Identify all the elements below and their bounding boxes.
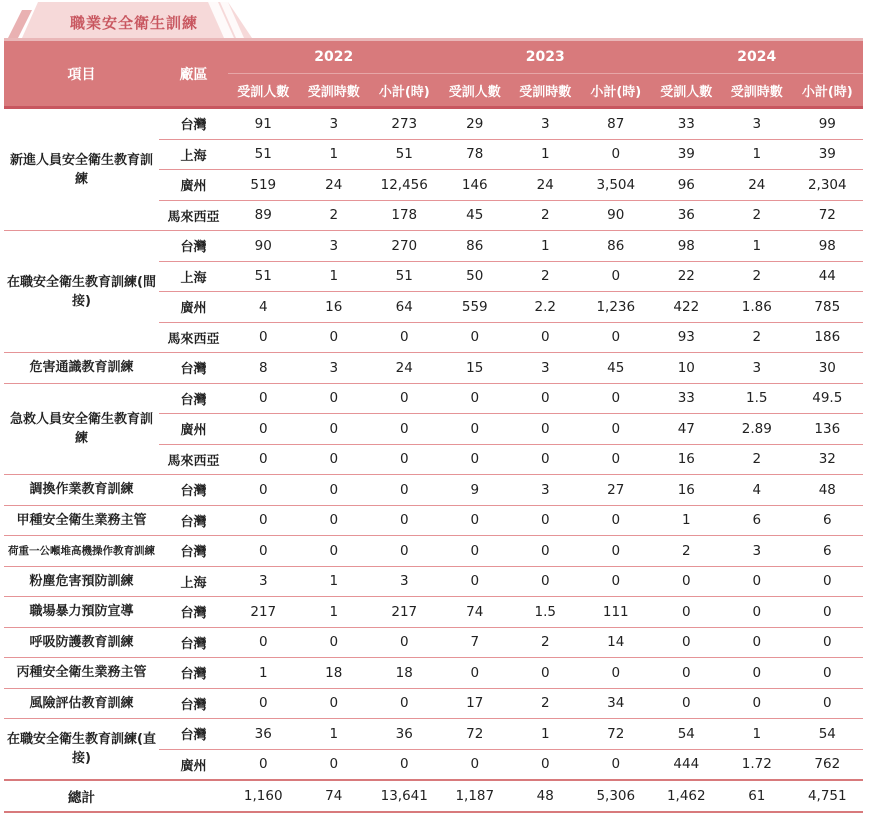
value-cell: 0 — [581, 139, 652, 170]
header-item: 項目 — [4, 40, 159, 108]
value-cell: 0 — [581, 383, 652, 414]
value-cell: 10 — [651, 353, 722, 384]
value-cell: 98 — [792, 231, 863, 262]
value-cell: 27 — [581, 475, 652, 506]
header-trainees: 受訓人數 — [651, 74, 722, 108]
value-cell: 48 — [792, 475, 863, 506]
total-value-cell: 1,160 — [228, 780, 299, 812]
value-cell: 0 — [299, 627, 370, 658]
value-cell: 30 — [792, 353, 863, 384]
value-cell: 0 — [581, 505, 652, 536]
value-cell: 3 — [722, 108, 793, 140]
value-cell: 47 — [651, 414, 722, 445]
value-cell: 0 — [228, 475, 299, 506]
training-item-name: 風險評估教育訓練 — [4, 688, 159, 719]
header-year: 2023 — [440, 40, 652, 74]
value-cell: 51 — [228, 139, 299, 170]
value-cell: 0 — [581, 658, 652, 689]
value-cell: 44 — [792, 261, 863, 292]
value-cell: 3 — [510, 353, 581, 384]
value-cell: 2 — [722, 200, 793, 231]
value-cell: 54 — [651, 719, 722, 750]
value-cell: 1.86 — [722, 292, 793, 323]
value-cell: 0 — [440, 414, 511, 445]
value-cell: 0 — [722, 566, 793, 597]
value-cell: 270 — [369, 231, 440, 262]
value-cell: 217 — [369, 597, 440, 628]
value-cell: 0 — [299, 505, 370, 536]
table-row — [4, 688, 863, 719]
value-cell: 422 — [651, 292, 722, 323]
value-cell: 1 — [299, 566, 370, 597]
value-cell: 72 — [440, 719, 511, 750]
region-cell: 廣州 — [159, 170, 228, 201]
total-value-cell: 13,641 — [369, 780, 440, 812]
value-cell: 0 — [581, 566, 652, 597]
value-cell: 0 — [651, 658, 722, 689]
region-cell: 馬來西亞 — [159, 322, 228, 353]
value-cell: 45 — [440, 200, 511, 231]
section-title: 職業安全衛生訓練 — [70, 14, 199, 32]
value-cell: 2 — [510, 200, 581, 231]
value-cell: 0 — [651, 597, 722, 628]
value-cell: 1 — [722, 231, 793, 262]
value-cell: 0 — [651, 627, 722, 658]
region-cell: 台灣 — [159, 383, 228, 414]
value-cell: 0 — [792, 597, 863, 628]
header-hours: 受訓時數 — [299, 74, 370, 108]
value-cell: 3 — [510, 108, 581, 140]
training-item-name: 職場暴力預防宣導 — [4, 597, 159, 628]
value-cell: 96 — [651, 170, 722, 201]
value-cell: 90 — [228, 231, 299, 262]
value-cell: 2 — [651, 536, 722, 567]
value-cell: 0 — [440, 322, 511, 353]
value-cell: 444 — [651, 749, 722, 780]
value-cell: 0 — [581, 536, 652, 567]
value-cell: 0 — [440, 444, 511, 475]
total-value-cell: 1,462 — [651, 780, 722, 812]
region-cell: 台灣 — [159, 597, 228, 628]
value-cell: 0 — [299, 444, 370, 475]
value-cell: 146 — [440, 170, 511, 201]
region-cell: 台灣 — [159, 658, 228, 689]
value-cell: 1 — [722, 719, 793, 750]
value-cell: 2,304 — [792, 170, 863, 201]
value-cell: 36 — [651, 200, 722, 231]
value-cell: 1 — [299, 719, 370, 750]
table-row — [4, 475, 863, 506]
value-cell: 217 — [228, 597, 299, 628]
header-trainees: 受訓人數 — [440, 74, 511, 108]
value-cell: 2 — [722, 261, 793, 292]
value-cell: 2 — [510, 627, 581, 658]
value-cell: 4 — [722, 475, 793, 506]
value-cell: 1 — [510, 719, 581, 750]
total-region-blank — [159, 780, 228, 812]
value-cell: 12,456 — [369, 170, 440, 201]
value-cell: 45 — [581, 353, 652, 384]
value-cell: 0 — [299, 749, 370, 780]
value-cell: 2 — [722, 322, 793, 353]
value-cell: 0 — [228, 383, 299, 414]
value-cell: 16 — [651, 444, 722, 475]
value-cell: 519 — [228, 170, 299, 201]
header-year: 2022 — [228, 40, 440, 74]
value-cell: 64 — [369, 292, 440, 323]
region-cell: 台灣 — [159, 505, 228, 536]
value-cell: 49.5 — [792, 383, 863, 414]
table-body — [4, 108, 863, 813]
value-cell: 90 — [581, 200, 652, 231]
value-cell: 0 — [228, 505, 299, 536]
value-cell: 3 — [228, 566, 299, 597]
table-row — [4, 231, 863, 262]
value-cell: 0 — [228, 688, 299, 719]
total-row — [4, 780, 863, 812]
value-cell: 18 — [369, 658, 440, 689]
value-cell: 24 — [510, 170, 581, 201]
value-cell: 0 — [510, 658, 581, 689]
region-cell: 台灣 — [159, 719, 228, 750]
value-cell: 2.89 — [722, 414, 793, 445]
value-cell: 72 — [581, 719, 652, 750]
value-cell: 98 — [651, 231, 722, 262]
value-cell: 0 — [369, 505, 440, 536]
value-cell: 29 — [440, 108, 511, 140]
value-cell: 1.5 — [510, 597, 581, 628]
value-cell: 14 — [581, 627, 652, 658]
value-cell: 1 — [299, 261, 370, 292]
value-cell: 0 — [228, 414, 299, 445]
value-cell: 3 — [510, 475, 581, 506]
value-cell: 0 — [792, 658, 863, 689]
value-cell: 24 — [299, 170, 370, 201]
value-cell: 0 — [510, 566, 581, 597]
value-cell: 33 — [651, 108, 722, 140]
value-cell: 0 — [440, 658, 511, 689]
value-cell: 9 — [440, 475, 511, 506]
region-cell: 台灣 — [159, 627, 228, 658]
training-item-name: 荷重一公噸堆高機操作教育訓練 — [4, 536, 159, 567]
training-item-name: 粉塵危害預防訓練 — [4, 566, 159, 597]
table-row — [4, 719, 863, 750]
table-row — [4, 597, 863, 628]
region-cell: 馬來西亞 — [159, 200, 228, 231]
value-cell: 3 — [722, 353, 793, 384]
header-hours: 受訓時數 — [510, 74, 581, 108]
value-cell: 762 — [792, 749, 863, 780]
value-cell: 1 — [510, 139, 581, 170]
table-row — [4, 353, 863, 384]
value-cell: 74 — [440, 597, 511, 628]
value-cell: 18 — [299, 658, 370, 689]
training-item-name: 在職安全衛生教育訓練(直接) — [4, 719, 159, 781]
training-item-name: 呼吸防護教育訓練 — [4, 627, 159, 658]
total-value-cell: 1,187 — [440, 780, 511, 812]
value-cell: 3,504 — [581, 170, 652, 201]
value-cell: 0 — [440, 566, 511, 597]
value-cell: 0 — [228, 749, 299, 780]
value-cell: 2 — [722, 444, 793, 475]
safety-training-table — [4, 38, 863, 813]
value-cell: 0 — [299, 414, 370, 445]
table-row — [4, 536, 863, 567]
total-value-cell: 48 — [510, 780, 581, 812]
total-label: 總計 — [4, 780, 159, 812]
value-cell: 0 — [792, 627, 863, 658]
value-cell: 1 — [510, 231, 581, 262]
value-cell: 15 — [440, 353, 511, 384]
value-cell: 87 — [581, 108, 652, 140]
value-cell: 2 — [510, 261, 581, 292]
value-cell: 0 — [369, 444, 440, 475]
table-header — [4, 40, 863, 108]
region-cell: 上海 — [159, 139, 228, 170]
value-cell: 273 — [369, 108, 440, 140]
value-cell: 51 — [228, 261, 299, 292]
value-cell: 0 — [299, 475, 370, 506]
region-cell: 台灣 — [159, 688, 228, 719]
total-value-cell: 74 — [299, 780, 370, 812]
table-row — [4, 627, 863, 658]
value-cell: 8 — [228, 353, 299, 384]
value-cell: 51 — [369, 261, 440, 292]
value-cell: 91 — [228, 108, 299, 140]
value-cell: 51 — [369, 139, 440, 170]
value-cell: 0 — [369, 688, 440, 719]
table-row — [4, 108, 863, 140]
value-cell: 1,236 — [581, 292, 652, 323]
training-item-name: 在職安全衛生教育訓練(間接) — [4, 231, 159, 353]
training-item-name: 調換作業教育訓練 — [4, 475, 159, 506]
value-cell: 136 — [792, 414, 863, 445]
total-value-cell: 5,306 — [581, 780, 652, 812]
value-cell: 3 — [722, 536, 793, 567]
value-cell: 0 — [228, 536, 299, 567]
value-cell: 50 — [440, 261, 511, 292]
value-cell: 1 — [299, 139, 370, 170]
header-hours: 受訓時數 — [722, 74, 793, 108]
total-value-cell: 4,751 — [792, 780, 863, 812]
value-cell: 0 — [722, 688, 793, 719]
value-cell: 0 — [228, 322, 299, 353]
value-cell: 1.5 — [722, 383, 793, 414]
header-trainees: 受訓人數 — [228, 74, 299, 108]
value-cell: 1 — [299, 597, 370, 628]
value-cell: 1 — [651, 505, 722, 536]
value-cell: 0 — [299, 322, 370, 353]
region-cell: 馬來西亞 — [159, 444, 228, 475]
value-cell: 6 — [792, 536, 863, 567]
value-cell: 3 — [299, 353, 370, 384]
header-subtotal: 小計(時) — [792, 74, 863, 108]
value-cell: 54 — [792, 719, 863, 750]
value-cell: 0 — [722, 627, 793, 658]
value-cell: 111 — [581, 597, 652, 628]
value-cell: 1.72 — [722, 749, 793, 780]
value-cell: 0 — [440, 749, 511, 780]
value-cell: 39 — [792, 139, 863, 170]
value-cell: 0 — [651, 688, 722, 719]
value-cell: 0 — [792, 688, 863, 719]
value-cell: 36 — [369, 719, 440, 750]
value-cell: 6 — [792, 505, 863, 536]
header-region: 廠區 — [159, 40, 228, 108]
table-row — [4, 383, 863, 414]
value-cell: 0 — [581, 749, 652, 780]
value-cell: 33 — [651, 383, 722, 414]
header-subtotal: 小計(時) — [581, 74, 652, 108]
value-cell: 0 — [440, 536, 511, 567]
value-cell: 36 — [228, 719, 299, 750]
value-cell: 6 — [722, 505, 793, 536]
value-cell: 34 — [581, 688, 652, 719]
value-cell: 0 — [369, 627, 440, 658]
training-item-name: 新進人員安全衛生教育訓練 — [4, 108, 159, 231]
region-cell: 台灣 — [159, 108, 228, 140]
value-cell: 0 — [299, 536, 370, 567]
value-cell: 559 — [440, 292, 511, 323]
value-cell: 0 — [510, 505, 581, 536]
region-cell: 台灣 — [159, 353, 228, 384]
value-cell: 32 — [792, 444, 863, 475]
value-cell: 4 — [228, 292, 299, 323]
value-cell: 0 — [228, 627, 299, 658]
value-cell: 99 — [792, 108, 863, 140]
value-cell: 3 — [299, 231, 370, 262]
value-cell: 2.2 — [510, 292, 581, 323]
value-cell: 785 — [792, 292, 863, 323]
training-item-name: 甲種安全衛生業務主管 — [4, 505, 159, 536]
value-cell: 78 — [440, 139, 511, 170]
value-cell: 17 — [440, 688, 511, 719]
training-item-name: 丙種安全衛生業務主管 — [4, 658, 159, 689]
value-cell: 0 — [510, 414, 581, 445]
value-cell: 178 — [369, 200, 440, 231]
value-cell: 0 — [369, 322, 440, 353]
table-row — [4, 566, 863, 597]
region-cell: 上海 — [159, 566, 228, 597]
table-row — [4, 505, 863, 536]
value-cell: 0 — [510, 749, 581, 780]
value-cell: 0 — [510, 322, 581, 353]
value-cell: 0 — [581, 261, 652, 292]
value-cell: 3 — [369, 566, 440, 597]
value-cell: 16 — [651, 475, 722, 506]
value-cell: 24 — [369, 353, 440, 384]
value-cell: 3 — [299, 108, 370, 140]
value-cell: 186 — [792, 322, 863, 353]
value-cell: 0 — [369, 536, 440, 567]
value-cell: 0 — [369, 475, 440, 506]
value-cell: 0 — [581, 414, 652, 445]
value-cell: 0 — [722, 597, 793, 628]
region-cell: 廣州 — [159, 749, 228, 780]
region-cell: 廣州 — [159, 414, 228, 445]
value-cell: 0 — [369, 749, 440, 780]
value-cell: 0 — [510, 444, 581, 475]
header-year: 2024 — [651, 40, 863, 74]
value-cell: 2 — [510, 688, 581, 719]
region-cell: 上海 — [159, 261, 228, 292]
section-title-tab — [8, 0, 252, 38]
value-cell: 0 — [651, 566, 722, 597]
value-cell: 24 — [722, 170, 793, 201]
value-cell: 93 — [651, 322, 722, 353]
value-cell: 0 — [299, 688, 370, 719]
value-cell: 0 — [510, 383, 581, 414]
value-cell: 7 — [440, 627, 511, 658]
header-subtotal: 小計(時) — [369, 74, 440, 108]
total-value-cell: 61 — [722, 780, 793, 812]
region-cell: 台灣 — [159, 231, 228, 262]
training-item-name: 危害通識教育訓練 — [4, 353, 159, 384]
value-cell: 16 — [299, 292, 370, 323]
value-cell: 0 — [510, 536, 581, 567]
region-cell: 台灣 — [159, 475, 228, 506]
region-cell: 廣州 — [159, 292, 228, 323]
value-cell: 39 — [651, 139, 722, 170]
value-cell: 86 — [581, 231, 652, 262]
value-cell: 0 — [792, 566, 863, 597]
value-cell: 1 — [722, 139, 793, 170]
table-row — [4, 658, 863, 689]
value-cell: 0 — [581, 322, 652, 353]
value-cell: 86 — [440, 231, 511, 262]
value-cell: 0 — [722, 658, 793, 689]
value-cell: 0 — [440, 505, 511, 536]
value-cell: 0 — [228, 444, 299, 475]
value-cell: 0 — [369, 383, 440, 414]
value-cell: 1 — [228, 658, 299, 689]
value-cell: 22 — [651, 261, 722, 292]
value-cell: 89 — [228, 200, 299, 231]
value-cell: 0 — [369, 414, 440, 445]
value-cell: 0 — [581, 444, 652, 475]
value-cell: 2 — [299, 200, 370, 231]
value-cell: 0 — [440, 383, 511, 414]
region-cell: 台灣 — [159, 536, 228, 567]
value-cell: 0 — [299, 383, 370, 414]
training-item-name: 急救人員安全衛生教育訓練 — [4, 383, 159, 475]
value-cell: 72 — [792, 200, 863, 231]
